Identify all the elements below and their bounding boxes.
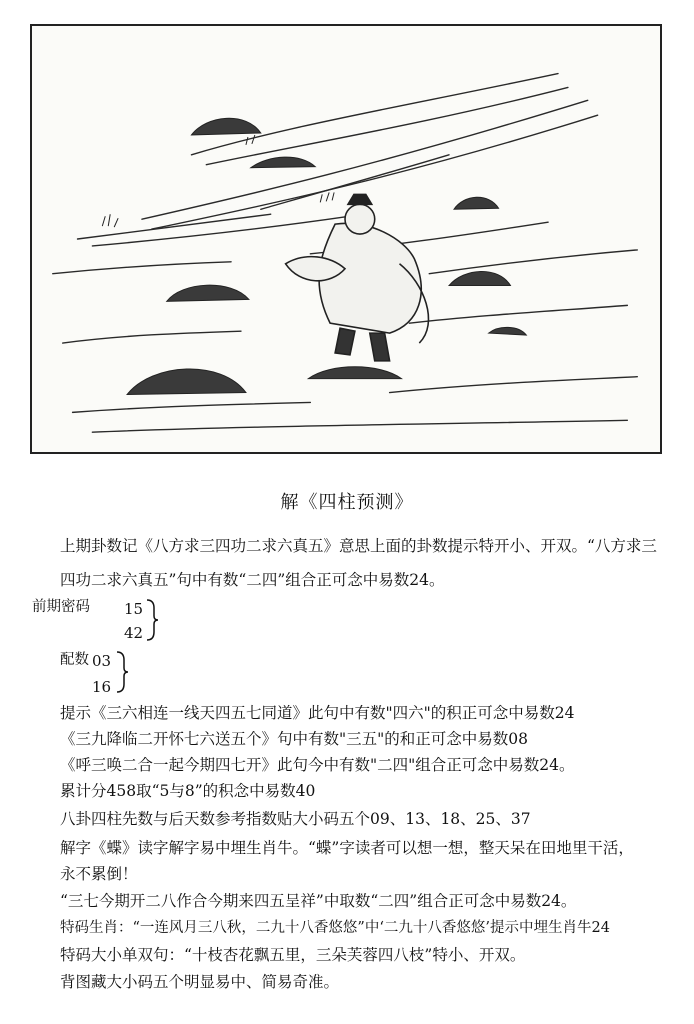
hint-line: 八卦四柱先数与后天数参考指数贴大小码五个09、13、18、25、37 [60, 810, 531, 828]
previous-code-label: 前期密码 [32, 599, 90, 615]
pairing-value: 16 [92, 678, 112, 696]
previous-code-value: 42 [124, 624, 144, 642]
pairing-value: 03 [92, 652, 112, 670]
page-title: 解《四柱预测》 [280, 492, 414, 513]
pairing-brace [114, 650, 130, 694]
intro-line-2: 四功二求六真五”句中有数“二四”组合正可念中易数24。 [60, 571, 445, 589]
ink-illustration-man-crossing-stream [32, 26, 660, 452]
previous-code-value: 15 [124, 600, 144, 618]
hint-line: “三七今期开二八作合今期来四五呈祥”中取数“二四”组合正可念中易数24。 [60, 892, 577, 910]
pairing-label: 配数 [60, 652, 89, 668]
intro-line-1: 上期卦数记《八方求三四功二求六真五》意思上面的卦数提示特开小、开双。“八方求三 [60, 537, 657, 555]
hint-line: 《三九降临二开怀七六送五个》句中有数"三五"的和正可念中易数08 [60, 730, 528, 748]
hint-line: 背图藏大小码五个明显易中、简易奇准。 [60, 973, 340, 991]
illustration-frame [30, 24, 662, 454]
previous-code-brace [144, 598, 160, 642]
hint-line: 提示《三六相连一线天四五七同道》此句中有数"四六"的积正可念中易数24 [60, 704, 575, 722]
hint-line: 累计分458取“5与8”的积念中易数40 [60, 782, 316, 800]
hint-line: 解字《蝶》读字解字易中埋生肖牛。“蝶”字读者可以想一想，整天呆在田地里干活， [60, 839, 634, 857]
hint-line: 特码生肖：“一连风月三八秋，二九十八香悠悠”中‘二九十八香悠悠’提示中埋生肖牛24 [60, 920, 610, 936]
hint-line: 特码大小单双句：“十枝杏花飘五里，三朵芙蓉四八枝”特小、开双。 [60, 946, 526, 964]
hint-line: 《呼三唤二合一起今期四七开》此句今中有数"二四"组合正可念中易数24。 [60, 756, 575, 774]
hint-line: 永不累倒！ [60, 865, 138, 883]
